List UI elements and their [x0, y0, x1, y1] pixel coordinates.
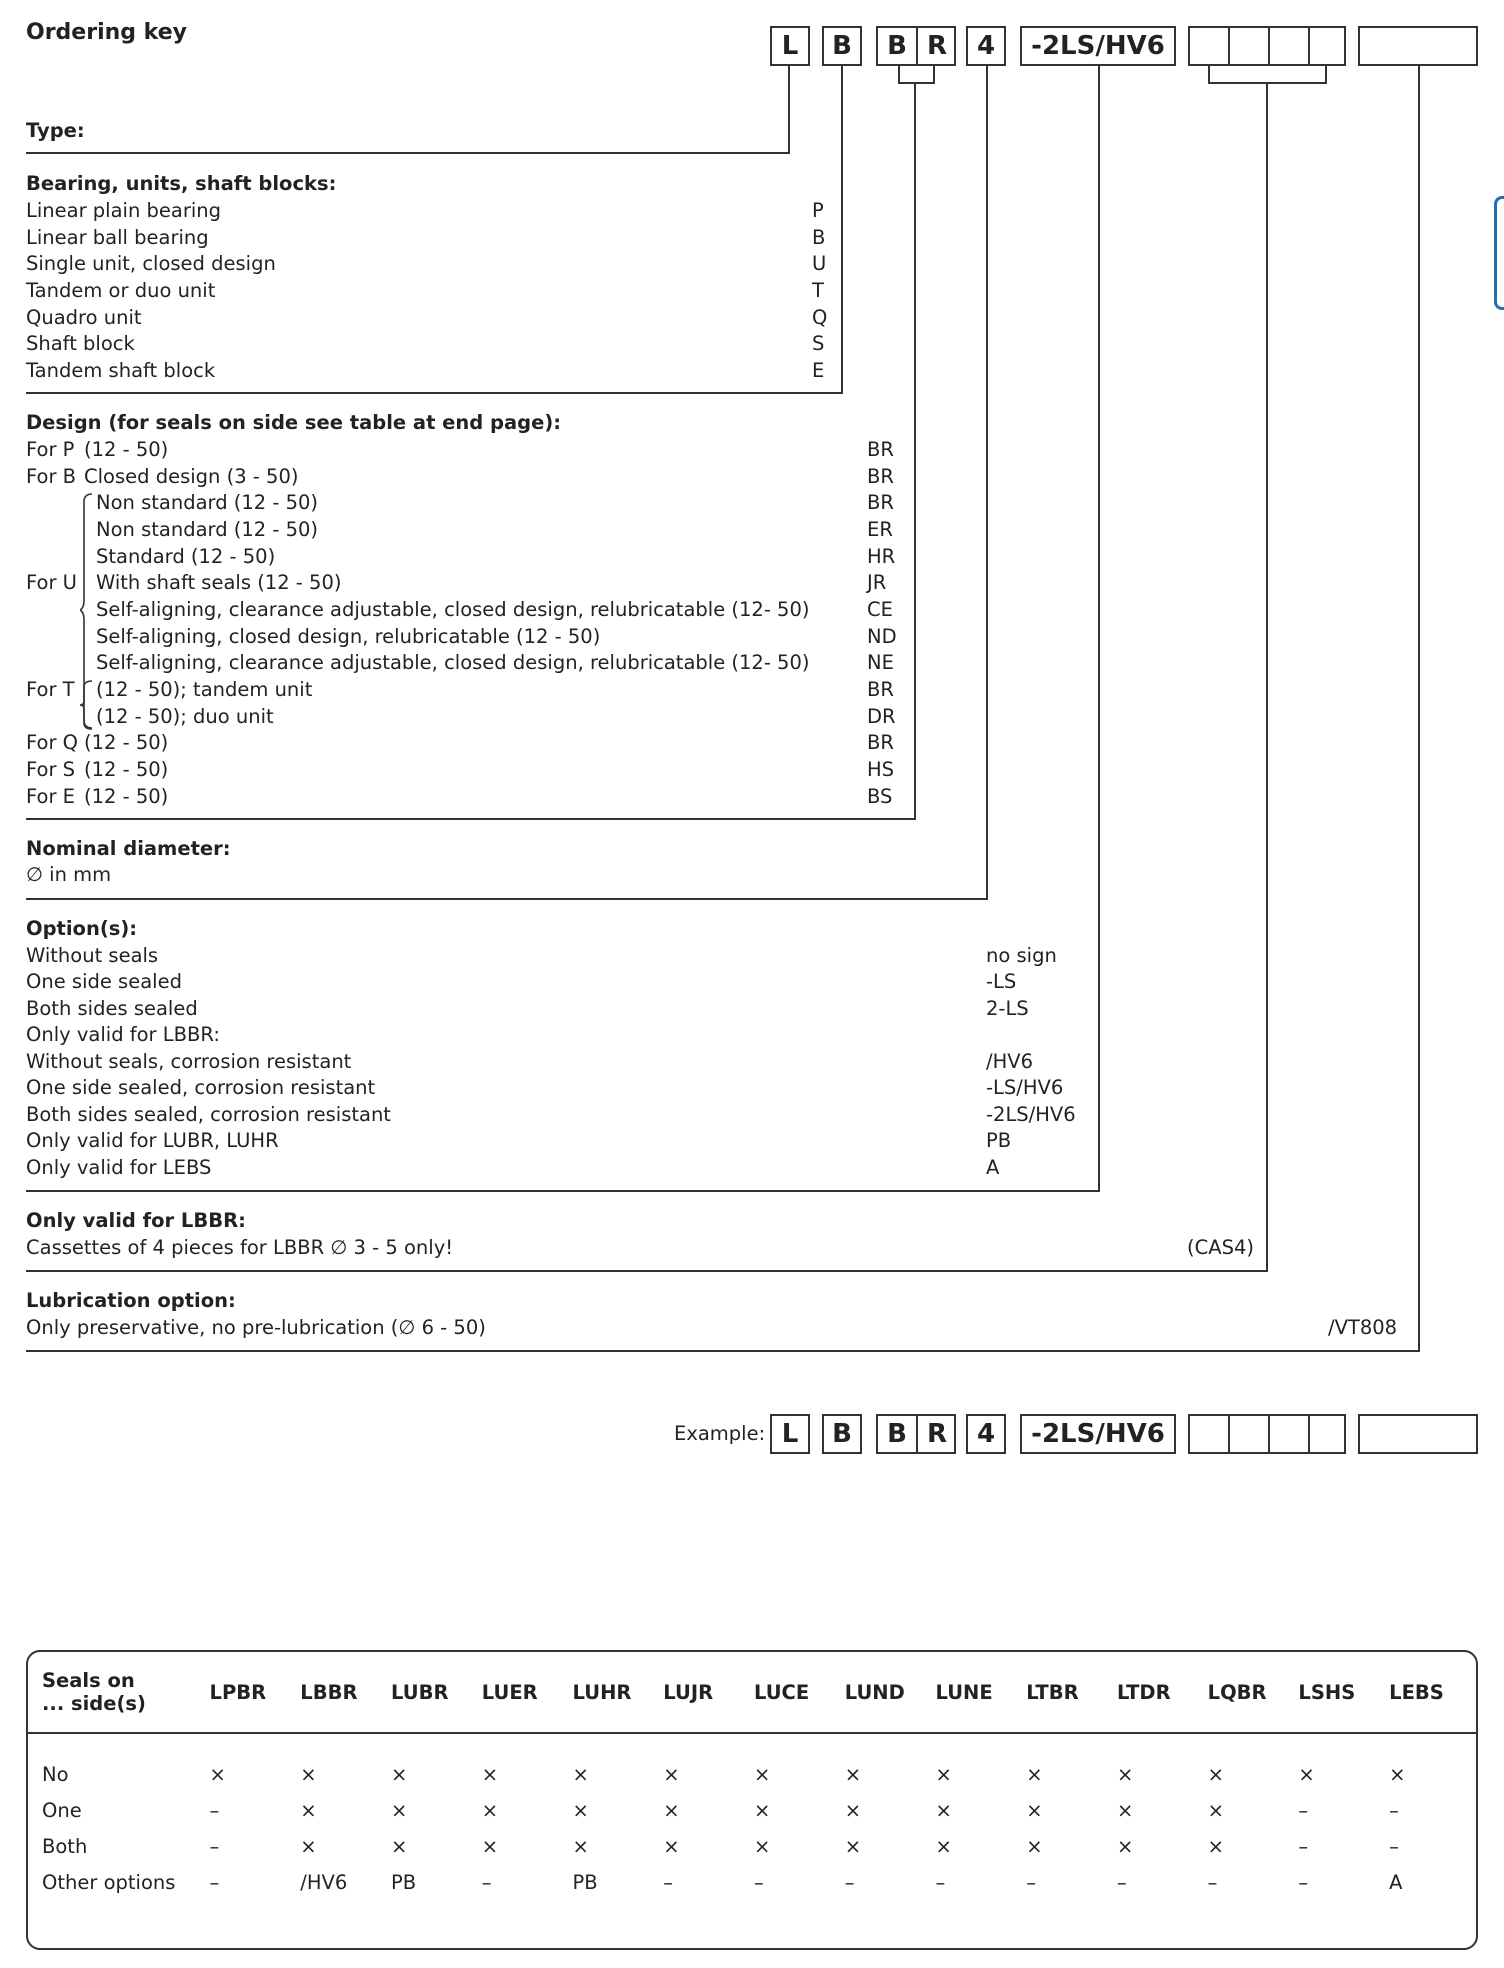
option-label: Both sides sealed — [26, 997, 198, 1020]
table-cell: × — [935, 1798, 952, 1822]
table-cell: × — [209, 1762, 226, 1786]
design-label: Non standard (12 - 50) — [96, 518, 319, 541]
table-cell: × — [391, 1798, 408, 1822]
brace-t-group — [80, 679, 94, 731]
design-label: With shaft seals (12 - 50) — [96, 571, 342, 594]
design-code: ND — [867, 625, 897, 648]
seals-table — [26, 1650, 1478, 1950]
table-cell: – — [481, 1870, 492, 1894]
design-code: HR — [867, 545, 896, 568]
table-cell: – — [1116, 1870, 1127, 1894]
header-cell: LSHS — [1294, 1652, 1385, 1734]
table-cell: – — [1389, 1798, 1399, 1822]
header-cell: LUHR — [569, 1652, 660, 1734]
table-cell: – — [1298, 1834, 1309, 1858]
table-cell: × — [481, 1762, 499, 1786]
option-code: PB — [986, 1129, 1012, 1152]
table-cell: × — [663, 1762, 680, 1786]
lubrication-text: Only preservative, no pre-lubrication (∅ 6 - 50) — [26, 1316, 486, 1339]
example-box-br-2: R — [926, 1419, 948, 1449]
seals-table-header — [28, 1652, 1476, 1734]
table-cell: × — [1026, 1762, 1043, 1786]
bearing-code: Q — [812, 306, 828, 329]
key-box-option: -2LS/HV6 — [1020, 26, 1176, 66]
header-cell: LUCE — [750, 1652, 841, 1734]
example-label: Example: — [674, 1422, 766, 1445]
table-cell: × — [1116, 1834, 1134, 1858]
option-label: Both sides sealed, corrosion resistant — [26, 1103, 391, 1126]
nominal-text: ∅ in mm — [26, 863, 112, 886]
table-cell: × — [572, 1834, 589, 1858]
table-cell: × — [1026, 1798, 1043, 1822]
key-box-b: B — [822, 26, 862, 66]
option-label: Only valid for LBBR: — [26, 1023, 220, 1046]
lubrication-heading: Lubrication option: — [26, 1289, 236, 1312]
header-cell: LTDR — [1113, 1652, 1204, 1734]
cassette-code: (CAS4) — [1187, 1236, 1254, 1259]
table-cell: × — [844, 1762, 862, 1786]
design-prefix: For Q — [26, 731, 79, 754]
option-code: 2-LS — [986, 997, 1029, 1020]
row-label: No — [42, 1762, 69, 1786]
option-code: -LS — [986, 970, 1017, 993]
example-box-br-1: B — [887, 1419, 907, 1449]
page-title: Ordering key — [26, 20, 187, 45]
bearing-code: B — [812, 226, 826, 249]
cassette-text: Cassettes of 4 pieces for LBBR ∅ 3 - 5 only! — [26, 1236, 454, 1259]
table-cell: × — [935, 1762, 952, 1786]
table-cell: – — [209, 1870, 220, 1894]
design-heading: Design (for seals on side see table at end page): — [26, 411, 562, 434]
table-cell: × — [1026, 1834, 1043, 1858]
bearing-code: T — [812, 279, 824, 302]
table-cell: – — [209, 1798, 220, 1822]
key-box-br — [876, 26, 956, 66]
header-cell: LUND — [841, 1652, 932, 1734]
table-cell: A — [1389, 1870, 1403, 1894]
cassette-heading: Only valid for LBBR: — [26, 1209, 246, 1232]
bearing-label: Linear plain bearing — [26, 199, 222, 222]
table-cell: /HV6 — [300, 1870, 348, 1894]
design-label: Self-aligning, clearance adjustable, closed design, relubricatable (12- 50) — [96, 598, 810, 621]
header-cell: LEBS — [1385, 1652, 1476, 1734]
design-prefix: For E — [26, 785, 75, 808]
design-label: (12 - 50) — [84, 438, 169, 461]
table-cell: – — [1389, 1834, 1399, 1858]
table-cell: × — [753, 1834, 771, 1858]
option-label: Only valid for LEBS — [26, 1156, 212, 1179]
option-label: Only valid for LUBR, LUHR — [26, 1129, 279, 1152]
design-prefix: For B — [26, 465, 77, 488]
option-code: A — [986, 1156, 1000, 1179]
design-code: CE — [867, 598, 893, 621]
design-label: (12 - 50) — [84, 731, 169, 754]
key-box-l: L — [770, 26, 810, 66]
option-code: /HV6 — [986, 1050, 1033, 1073]
option-label: Without seals — [26, 944, 159, 967]
table-row — [28, 1792, 1476, 1828]
table-cell: × — [935, 1834, 952, 1858]
table-cell: × — [572, 1798, 589, 1822]
design-code: BR — [867, 438, 894, 461]
table-cell: × — [1298, 1762, 1315, 1786]
design-prefix: For S — [26, 758, 76, 781]
design-code: DR — [867, 705, 896, 728]
bearing-code: P — [812, 199, 824, 222]
table-cell: – — [663, 1870, 674, 1894]
option-label: Without seals, corrosion resistant — [26, 1050, 352, 1073]
table-cell: × — [1116, 1798, 1134, 1822]
key-box-cassette — [1188, 26, 1346, 66]
table-cell: × — [572, 1762, 589, 1786]
table-cell: – — [1207, 1870, 1218, 1894]
header-cell: LUER — [478, 1652, 569, 1734]
design-code: BR — [867, 678, 894, 701]
design-label: Non standard (12 - 50) — [96, 491, 319, 514]
table-row — [28, 1734, 1476, 1792]
key-box-lubrication — [1358, 26, 1478, 66]
table-cell: × — [663, 1834, 680, 1858]
header-cell: LQBR — [1204, 1652, 1295, 1734]
table-cell: PB — [391, 1870, 417, 1894]
table-cell: PB — [572, 1870, 598, 1894]
option-code: no sign — [986, 944, 1057, 967]
option-label: One side sealed, corrosion resistant — [26, 1076, 376, 1099]
design-prefix: For U — [26, 571, 77, 594]
design-code: BR — [867, 465, 894, 488]
option-code: -LS/HV6 — [986, 1076, 1064, 1099]
table-cell: × — [1116, 1762, 1134, 1786]
table-cell: – — [1026, 1870, 1036, 1894]
bearing-code: U — [812, 252, 827, 275]
design-code: BR — [867, 731, 894, 754]
key-box-diameter: 4 — [966, 26, 1006, 66]
header-cell: LUBR — [387, 1652, 478, 1734]
row-label: Both — [42, 1834, 88, 1858]
table-cell: × — [753, 1762, 771, 1786]
table-cell: – — [844, 1870, 855, 1894]
bearing-code: E — [812, 359, 825, 382]
option-label: One side sealed — [26, 970, 182, 993]
bearing-code: S — [812, 332, 825, 355]
design-code: BR — [867, 491, 894, 514]
design-label: Self-aligning, closed design, relubricatable (12 - 50) — [96, 625, 601, 648]
table-cell: – — [209, 1834, 220, 1858]
design-label: Standard (12 - 50) — [96, 545, 276, 568]
table-cell: – — [1298, 1798, 1309, 1822]
table-cell: × — [300, 1762, 317, 1786]
design-label: (12 - 50); duo unit — [96, 705, 274, 728]
table-cell: – — [753, 1870, 764, 1894]
table-cell: × — [391, 1834, 408, 1858]
bearing-label: Quadro unit — [26, 306, 142, 329]
bearing-heading: Bearing, units, shaft blocks: — [26, 172, 337, 195]
bearing-label: Linear ball bearing — [26, 226, 209, 249]
example-box-b: B — [822, 1414, 862, 1454]
table-cell: × — [300, 1834, 317, 1858]
header-cell: LPBR — [206, 1652, 297, 1734]
key-box-br-1: B — [887, 31, 907, 61]
example-box-l: L — [770, 1414, 810, 1454]
design-code: HS — [867, 758, 895, 781]
design-label: Self-aligning, clearance adjustable, closed design, relubricatable (12- 50) — [96, 651, 810, 674]
table-cell: × — [481, 1798, 499, 1822]
row-label: Other options — [42, 1870, 176, 1894]
table-cell: × — [481, 1834, 499, 1858]
bearing-label: Shaft block — [26, 332, 135, 355]
header-cell — [28, 1652, 206, 1734]
bearing-label: Tandem shaft block — [26, 359, 216, 382]
table-cell: – — [1298, 1870, 1309, 1894]
table-cell: × — [1207, 1762, 1224, 1786]
key-box-br-2: R — [926, 31, 948, 61]
header-cell: LTBR — [1022, 1652, 1113, 1734]
design-code: BS — [867, 785, 893, 808]
table-cell: × — [844, 1834, 862, 1858]
design-code: JR — [867, 571, 887, 594]
design-label: Closed design (3 - 50) — [84, 465, 299, 488]
design-label: (12 - 50) — [84, 785, 169, 808]
row-label: One — [42, 1798, 82, 1822]
page-edge-tab — [1494, 196, 1504, 310]
header-cell: LBBR — [296, 1652, 387, 1734]
design-label: (12 - 50); tandem unit — [96, 678, 313, 701]
table-cell: × — [1207, 1798, 1224, 1822]
type-heading: Type: — [26, 119, 85, 142]
bearing-label: Single unit, closed design — [26, 252, 276, 275]
nominal-heading: Nominal diameter: — [26, 837, 231, 860]
example-box-br — [876, 1414, 956, 1454]
example-box-lubrication — [1358, 1414, 1478, 1454]
design-prefix: For T — [26, 678, 75, 701]
example-box-cassette — [1188, 1414, 1346, 1454]
table-cell: × — [300, 1798, 317, 1822]
lubrication-code: /VT808 — [1328, 1316, 1398, 1339]
example-box-option: -2LS/HV6 — [1020, 1414, 1176, 1454]
table-cell: × — [663, 1798, 680, 1822]
table-row — [28, 1828, 1476, 1864]
table-cell: × — [1207, 1834, 1224, 1858]
header-cell: LUJR — [659, 1652, 750, 1734]
header-cell-text: Seals on ... side(s) — [42, 1669, 146, 1715]
design-code: NE — [867, 651, 894, 674]
design-code: ER — [867, 518, 893, 541]
bearing-label: Tandem or duo unit — [26, 279, 216, 302]
design-prefix: For P — [26, 438, 75, 461]
table-cell: × — [391, 1762, 408, 1786]
header-cell: LUNE — [931, 1652, 1022, 1734]
table-cell: – — [935, 1870, 946, 1894]
example-box-diameter: 4 — [966, 1414, 1006, 1454]
table-cell: × — [753, 1798, 771, 1822]
table-cell: × — [844, 1798, 862, 1822]
table-row — [28, 1864, 1476, 1948]
table-cell: × — [1389, 1762, 1406, 1786]
options-heading: Option(s): — [26, 917, 138, 940]
option-code: -2LS/HV6 — [986, 1103, 1076, 1126]
design-label: (12 - 50) — [84, 758, 169, 781]
